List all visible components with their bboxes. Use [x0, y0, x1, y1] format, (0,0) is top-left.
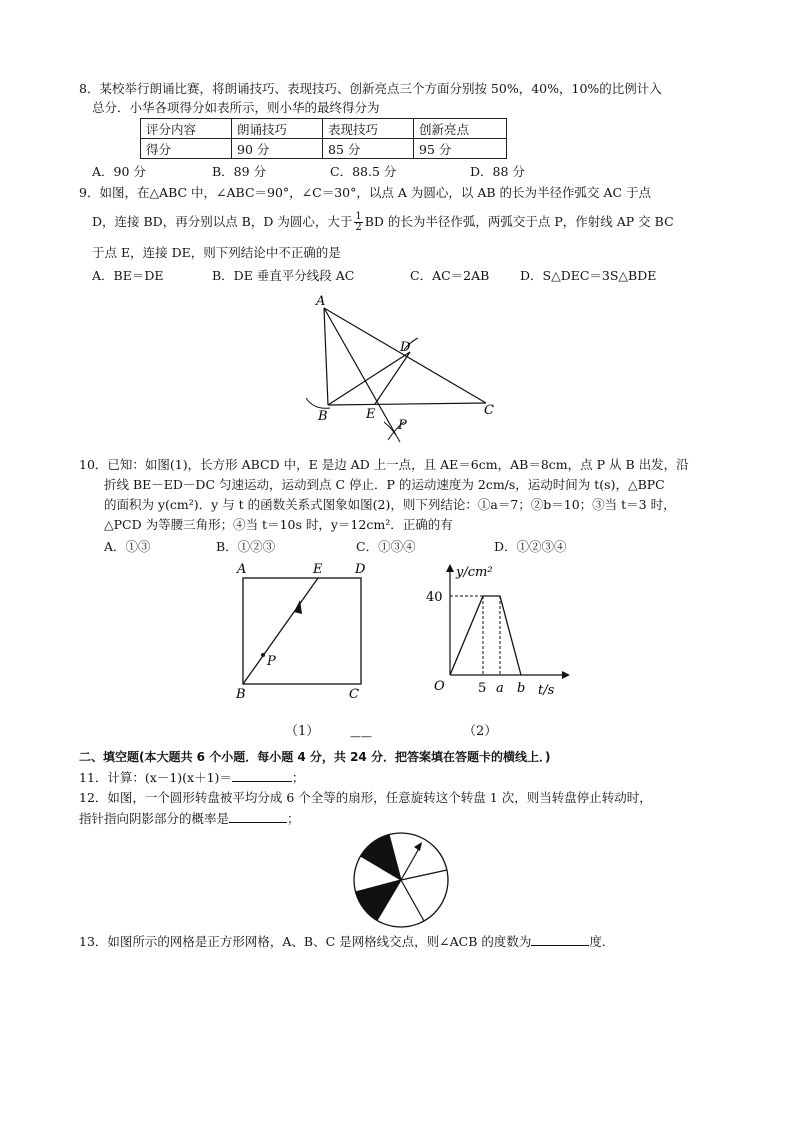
q9-option-b: B．DE 垂直平分线段 AC [212, 268, 355, 283]
table-cell: 得分 [141, 139, 232, 159]
q8-option-a: A．90 分 [92, 164, 146, 179]
table-header-row [141, 119, 507, 139]
label-e: E [366, 407, 376, 422]
table-row [141, 139, 507, 159]
x-axis-label: t/s [538, 683, 555, 698]
fraction-denominator: 2 [355, 222, 362, 233]
table-header-cell: 评分内容 [141, 119, 232, 139]
q10-option-a: A．①③ [104, 539, 151, 554]
table-header-cell: 朗诵技巧 [232, 119, 323, 139]
q10-stem-line3: 的面积为 y(cm²)．y 与 t 的函数关系式图象如图(2)，则下列结论：①a＝7；②b＝10；③当 t＝3 时， [104, 497, 676, 512]
segment-de [375, 352, 410, 404]
label-p: P [398, 418, 407, 433]
q10-graph-figure [420, 560, 570, 705]
answer-blank[interactable] [229, 808, 287, 823]
score-table [140, 118, 507, 159]
label-p: P [267, 654, 276, 669]
section-title: 二、填空题(本大题共 6 个小题．每小题 4 分，共 24 分．把答案填在答题卡的横线上．) [79, 750, 551, 764]
label-d: D [400, 340, 411, 355]
q13-prefix: 13．如图所示的网格是正方形网格，A、B、C 是网格线交点，则∠ACB 的度数为 [79, 934, 532, 949]
q11-suffix: ； [291, 770, 305, 785]
answer-blank[interactable] [232, 767, 292, 782]
graph-line [450, 596, 521, 675]
q8-stem-line2: 总分．小华各项得分如表所示，则小华的最终得分为 [92, 100, 380, 115]
q9-option-d: D．S△DEC＝3S△BDE [520, 268, 657, 283]
table-header-cell: 表现技巧 [323, 119, 414, 139]
q9-stem-line2 [92, 212, 674, 233]
q13-stem [79, 931, 614, 952]
q10-rectangle-figure [228, 558, 378, 703]
y-axis-arrow-icon [446, 564, 454, 572]
q10-stem-line2: 折线 BE－ED－DC 匀速运动，运动到点 C 停止．P 的运动速度为 2cm/s，运动时间为 t(s)，△BPC [104, 477, 665, 492]
q9-stem-line3: 于点 E，连接 DE，则下列结论中不正确的是 [92, 245, 341, 260]
q12-stem-line2 [79, 808, 300, 829]
table-cell: 85 分 [323, 139, 414, 159]
y-axis-label: y/cm² [456, 565, 493, 580]
q9-stem-line1: 9．如图，在△ABC 中，∠ABC＝90°，∠C＝30°，以点 A 为圆心，以 AB 的长为半径作弧交 AC 于点 [79, 185, 652, 200]
answer-blank[interactable] [531, 931, 589, 946]
q8-option-d: D．88 分 [470, 164, 525, 179]
x-axis-arrow-icon [562, 671, 570, 679]
arc-near-b [306, 398, 330, 408]
q8-stem-line1: 8．某校举行朗诵比赛，将朗诵技巧、表现技巧、创新亮点三个方面分别按 50%，40%，10%的比例计入 [79, 81, 662, 96]
y-value-40: 40 [426, 590, 443, 605]
table-cell: 90 分 [232, 139, 323, 159]
table-header-cell: 创新亮点 [414, 119, 507, 139]
label-b: B [318, 409, 328, 424]
segment-be [243, 578, 318, 684]
label-c: C [349, 687, 359, 702]
q9-option-c: C．AC＝2AB [410, 268, 490, 283]
table-cell: 95 分 [414, 139, 507, 159]
segment-bc [328, 403, 486, 405]
segment-ab [324, 308, 328, 405]
fraction-numerator: 1 [355, 211, 362, 222]
ray-ap [324, 308, 396, 435]
fraction-half [354, 212, 362, 233]
rectangle-abcd [243, 578, 361, 684]
label-e: E [313, 562, 323, 577]
q8-option-b: B．89 分 [212, 164, 267, 179]
q12-stem-line1: 12．如图，一个圆形转盘被平均分成 6 个全等的扇形，任意旋转这个转盘 1 次，则当转盘停止转动时， [79, 790, 652, 805]
q9-option-a: A．BE＝DE [92, 268, 164, 283]
label-a: A [316, 294, 326, 309]
q8-option-c: C．88.5 分 [330, 164, 397, 179]
q11-prefix: 11．计算：(x－1)(x＋1)＝ [79, 770, 232, 785]
q10-stem-line1: 10．已知：如图(1)，长方形 ABCD 中，E 是边 AD 上一点，且 AE＝6cm，AB＝8cm，点 P 从 B 出发，沿 [79, 457, 689, 472]
mid-mark: —— [350, 730, 372, 743]
q9-stem-line2b: BD 的长为半径作弧，两弧交于点 P，作射线 AP 交 BC [364, 214, 674, 229]
q12-line2-text: 指针指向阴影部分的概率是 [79, 811, 230, 826]
spinner-figure [351, 830, 451, 930]
q13-suffix: 度． [589, 934, 615, 949]
x-tick-b: b [517, 681, 526, 696]
segment-bd [328, 352, 410, 405]
label-b: B [236, 687, 246, 702]
q10-option-d: D．①②③④ [494, 539, 567, 554]
x-tick-a: a [496, 681, 504, 696]
q9-stem-line2a: D，连接 BD，再分别以点 B，D 为圆心，大于 [92, 214, 353, 229]
q10-option-c: C．①③④ [356, 539, 416, 554]
caption-2: （2） [463, 724, 498, 739]
caption-1: （1） [285, 724, 320, 739]
x-tick-5: 5 [478, 681, 487, 696]
origin-label: O [434, 679, 445, 694]
label-a: A [237, 562, 247, 577]
point-p [261, 653, 265, 657]
label-c: C [484, 403, 494, 418]
q10-stem-line4: △PCD 为等腰三角形；④当 t＝10s 时，y＝12cm²．正确的有 [104, 517, 453, 532]
label-d: D [355, 562, 366, 577]
q11-stem [79, 767, 304, 788]
q10-option-b: B．①②③ [216, 539, 276, 554]
q12-suffix: ； [287, 811, 300, 826]
q9-triangle-figure [300, 290, 510, 450]
